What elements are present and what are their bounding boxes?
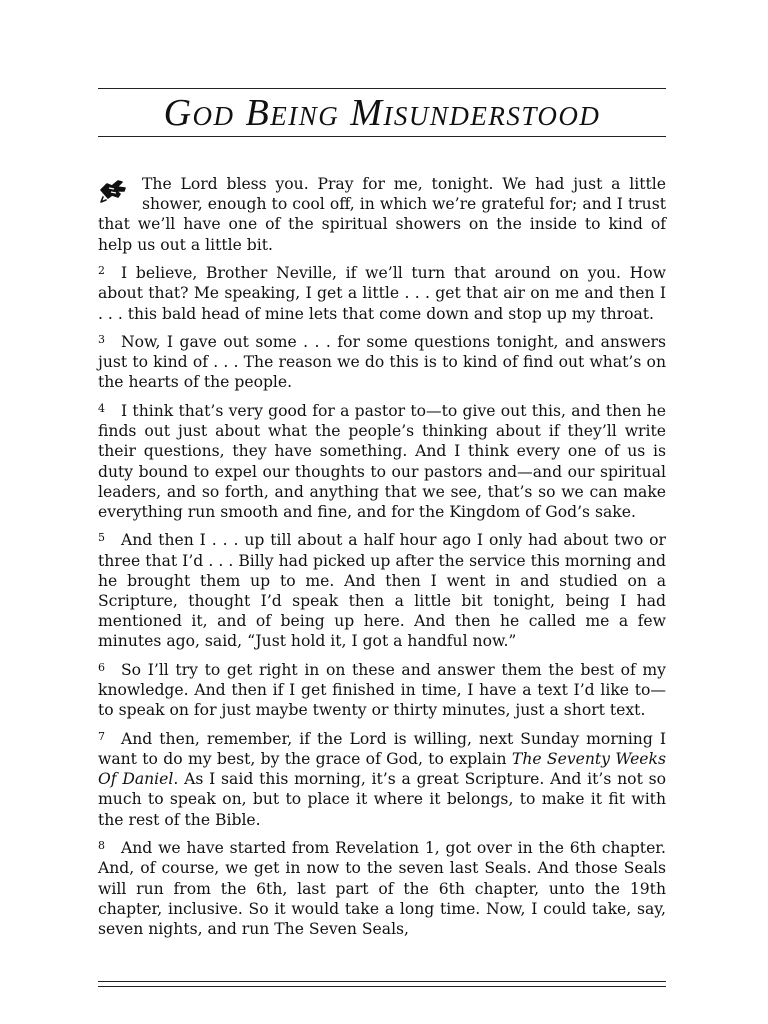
paragraph-text: . As I said this morning, it’s a great Scripture. And it’s not so much to speak on, but to place it where it belongs, to make it fit with the rest of the Bible.: [98, 770, 666, 829]
paragraph-number: 2: [98, 264, 105, 278]
title-bottom-rule: [98, 136, 666, 137]
paragraph-1: [98, 174, 666, 255]
paragraph-text: I think that’s very good for a pastor to—to give out this, and then he finds out just about what the people’s thinking about if they’ll write their questions, they have something. And I think every one of us is duty bound to expel our thoughts to our pastors and—and our spiritual leaders, and so forth, and anything that we see, that’s so we can make everything run smooth and fine, and for the Kingdom of God’s sake.: [98, 401, 666, 521]
footer-rule-top: [98, 981, 666, 982]
paragraph-number: 4: [98, 401, 105, 415]
paragraph-text: So I’ll try to get right in on these and answer them the best of my knowledge. And then if I get finished in time, I have a text I’d like to—to speak on for just maybe twenty or thirty minutes, just a short text.: [98, 660, 666, 720]
paragraph-text: Now, I gave out some . . . for some questions tonight, and answers just to kind of . . . The reason we do this is to kind of find out what’s on the hearts of the people.: [98, 333, 666, 392]
paragraph-text: And then I . . . up till about a half hour ago I only had about two or three that I’d . . . Billy had picked up after the service this morning and he brought them up to me. And then I went in and studied on a Scripture, thought I’d speak then a little bit tonight, being I had mentioned it, and of being up here. And then he called me a few minutes ago, said, “Just hold it, I got a handful now.”: [98, 531, 666, 651]
paragraph-7: [98, 727, 666, 830]
paragraph-number: 6: [98, 660, 105, 674]
paragraph-text: The Lord bless you. Pray for me, tonight. We had just a little shower, enough to cool off, in which we’re grateful for; and I trust that we’ll have one of the spiritual showers on the inside to kind of help us out a little bit.: [98, 175, 666, 254]
title-block: [98, 89, 666, 136]
footer-rules: [98, 981, 666, 987]
paragraph-number: 3: [98, 333, 105, 347]
paragraph-number: 7: [98, 729, 105, 743]
paragraph-number: 5: [98, 531, 105, 545]
paragraph-number: 8: [98, 839, 105, 853]
sermon-body: [98, 174, 666, 939]
paragraph-8: [98, 836, 666, 939]
pointing-hand-icon: [98, 174, 128, 204]
paragraph-5: [98, 528, 666, 651]
footer-rule-bottom: [98, 986, 666, 987]
paragraph-text: And then, remember, if the Lord is willing, next Sunday morning I want to do my best, by the grace of God, to explain: [98, 729, 666, 769]
paragraph-text: I believe, Brother Neville, if we’ll turn that around on you. How about that? Me speaking, I get a little . . . get that air on me and then I . . . this bald head of mine lets that come down and stop up my throat.: [98, 264, 666, 323]
paragraph-4: [98, 399, 666, 522]
paragraph-text: And we have started from Revelation 1, got over in the 6th chapter. And, of course, we get in now to the seven last Seals. And those Seals will run from the 6th, last part of the 6th chapter, unto the 19th chapter, inclusive. So it would take a long time. Now, I could take, say, seven nights, and run The Seven Seals,: [98, 839, 666, 938]
page: [98, 88, 666, 945]
paragraph-2: [98, 261, 666, 324]
paragraph-6: [98, 658, 666, 721]
page-title: God Being Misunderstood: [163, 92, 601, 134]
paragraph-3: [98, 330, 666, 393]
book-title: The Seventy Weeks Of Daniel: [98, 750, 666, 789]
